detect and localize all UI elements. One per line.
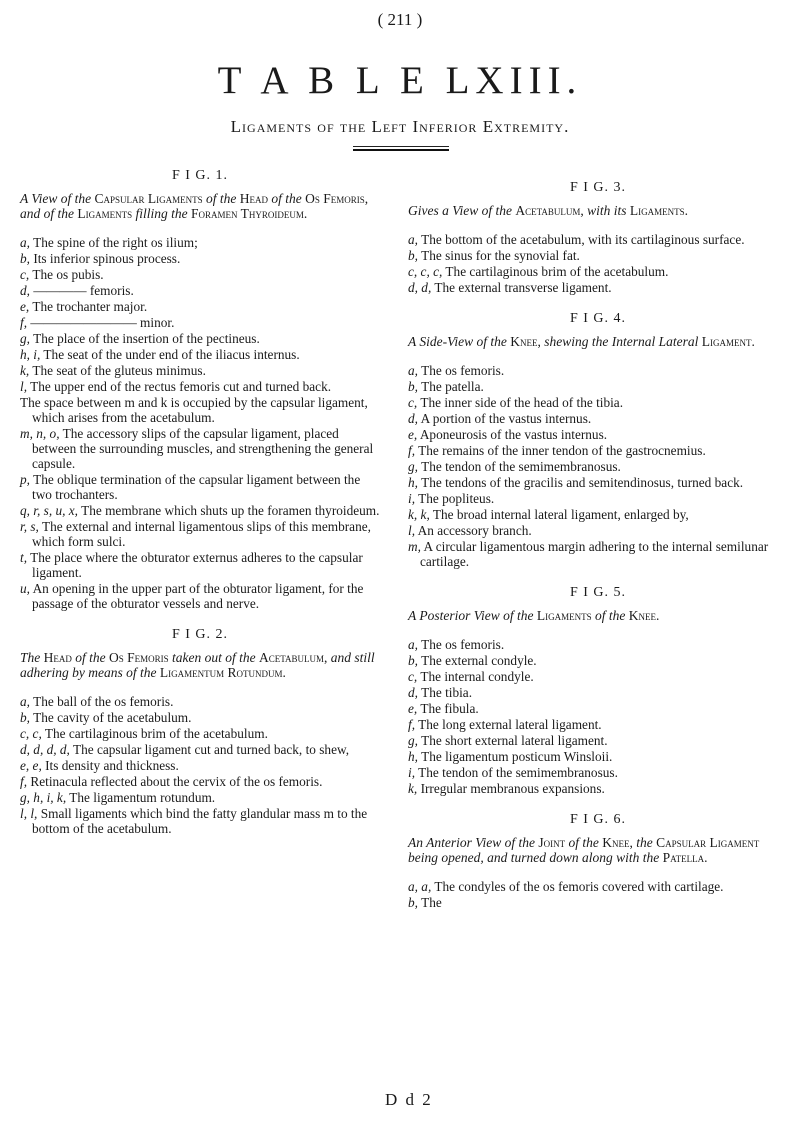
legend-mark: r, s, [20,519,39,534]
legend-mark: g, [20,331,30,346]
fig3-legend [408,232,788,295]
legend-item [408,669,788,684]
legend-mark: d, [20,283,30,298]
legend-text: The external and internal ligamentous slips of this membrane, which form sulci. [32,519,371,549]
fig1-desc-part: Foramen Thyroideum. [191,206,308,221]
legend-mark: i, [408,765,416,780]
legend-item [20,581,380,611]
legend-item [20,251,380,266]
legend-text: Its inferior spinous process. [33,251,181,266]
legend-item [408,895,788,910]
legend-text: The cartilaginous brim of the acetabulum. [44,726,268,741]
legend-item [20,363,380,378]
signature-mark: D d 2 [385,1090,433,1109]
fig4-legend [408,363,788,569]
fig4-desc-part: A Side-View of the [408,334,511,349]
legend-text: The ball of the os femoris. [33,694,174,709]
legend-item [408,395,788,410]
legend-mark: f, [408,443,416,458]
legend-item [20,426,380,471]
legend-mark: e, [20,299,30,314]
legend-mark: l, l, [20,806,38,821]
legend-mark: u, [20,581,30,596]
fig1-desc-part: and of the [20,206,78,221]
fig2-heading: F I G. 2. [171,627,229,642]
legend-text: Small ligaments which bind the fatty glandular mass m to the bottom of the acetabulum. [32,806,368,836]
legend-text: The cavity of the acetabulum. [33,710,192,725]
legend-item [408,427,788,442]
legend-item [408,363,788,378]
legend-text: The [421,895,442,910]
legend-item [408,248,788,263]
legend-mark: a, [20,694,30,709]
legend-mark: b, [20,251,30,266]
legend-mark: m, [408,539,421,554]
legend-mark: a, [408,232,418,247]
fig4-section [408,311,788,569]
legend-text: The fibula. [420,701,479,716]
legend-item [408,701,788,716]
legend-mark: l, [408,523,416,538]
legend-item [408,443,788,458]
legend-mark: t, [20,550,28,565]
fig1-desc-part: of the [268,191,306,206]
legend-mark: k, [20,363,30,378]
legend-mark: a, a, [408,879,432,894]
legend-item [408,717,788,732]
legend-text: ———— femoris. [33,283,134,298]
fig4-desc-part: Knee, [510,334,541,349]
legend-text: The long external lateral ligament. [418,717,602,732]
legend-item [20,503,380,518]
fig2-desc-part: and still adhering by means of the [20,650,375,680]
fig1-section [20,168,380,611]
legend-text: The short external lateral ligament. [421,733,608,748]
fig3-desc-part: Acetabulum, [515,203,584,218]
legend-text: An opening in the upper part of the obturator ligament, for the passage of the obturator vessels and nerve. [32,581,364,611]
fig3-description [408,203,788,218]
fig5-desc-part: of the [591,608,629,623]
legend-text: The sinus for the synovial fat. [421,248,580,263]
legend-item [20,726,380,741]
fig5-section [408,585,788,796]
fig6-desc-part: Patella. [662,850,708,865]
legend-mark: b, [408,379,418,394]
legend-text: The membrane which shuts up the foramen thyroideum. [81,503,380,518]
legend-mark: g, [408,733,418,748]
legend-item [408,733,788,748]
legend-item [20,331,380,346]
fig2-desc-part: Ligamentum Rotundum. [159,665,286,680]
fig1-desc-part: of the [202,191,240,206]
fig4-desc-part: shewing the Internal Lateral [540,334,702,349]
page-number: ( 211 ) [377,10,423,29]
fig6-desc-part: An Anterior View of the [408,835,539,850]
legend-item [20,774,380,789]
legend-text: The external condyle. [421,653,537,668]
fig6-section [408,812,788,910]
fig2-desc-part: of the [71,650,109,665]
legend-mark: f, [20,315,28,330]
fig1-heading: F I G. 1. [171,168,229,183]
fig6-desc-part: Capsular Ligament [656,835,760,850]
fig1-desc-part: Os Femoris, [305,191,369,206]
legend-text: A portion of the vastus internus. [420,411,592,426]
legend-text: Irregular membranous expansions. [420,781,605,796]
fig2-section [20,627,380,836]
legend-item [20,710,380,725]
legend-text: The os femoris. [421,363,505,378]
legend-text: The os femoris. [421,637,505,652]
divider-thin [353,146,449,147]
legend-text: The accessory slips of the capsular ligament, placed between the surrounding muscles, and strengthening the general capsule. [32,426,374,471]
fig1-desc-part: A View of the [20,191,95,206]
legend-item [408,637,788,652]
legend-item [20,806,380,836]
legend-mark: k, [408,781,418,796]
legend-item [408,475,788,490]
legend-item [408,749,788,764]
legend-mark: f, [20,774,28,789]
legend-text: An accessory branch. [417,523,532,538]
legend-text: The place where the obturator externus adheres to the capsular ligament. [30,550,363,580]
fig2-desc-part: Os Femoris [109,650,169,665]
legend-mark: g, h, i, k, [20,790,67,805]
legend-text: The external transverse ligament. [434,280,612,295]
legend-text: The oblique termination of the capsular ligament between the two trochanters. [32,472,361,502]
legend-mark: d, [408,685,418,700]
legend-text: The internal condyle. [420,669,534,684]
legend-mark: i, [408,491,416,506]
legend-mark: c, [20,267,30,282]
legend-item [20,395,380,425]
fig5-description [408,608,788,623]
legend-text: The inner side of the head of the tibia. [420,395,624,410]
legend-item [408,232,788,247]
legend-item [20,472,380,502]
legend-item [408,280,788,295]
legend-item [408,539,788,569]
legend-text: The seat of the under end of the iliacus internus. [43,347,300,362]
legend-mark: a, [20,235,30,250]
legend-item [408,411,788,426]
fig6-desc-part: being opened, and turned down along with the [408,850,663,865]
legend-text: The tendons of the gracilis and semitendinosus, turned back. [421,475,744,490]
fig2-desc-part: Acetabulum, [259,650,328,665]
legend-item [20,283,380,298]
legend-mark: a, [408,363,418,378]
legend-mark: b, [408,248,418,263]
legend-text: Retinacula reflected about the cervix of the os femoris. [30,774,323,789]
legend-item [20,550,380,580]
legend-item [20,347,380,362]
legend-item [20,519,380,549]
fig6-heading: F I G. 6. [569,812,627,827]
legend-item [408,685,788,700]
legend-text: The capsular ligament cut and turned back, to shew, [72,742,350,757]
legend-item [20,315,380,330]
legend-mark: d, d, [408,280,432,295]
legend-text: The cartilaginous brim of the acetabulum. [445,264,669,279]
legend-text: The popliteus. [418,491,495,506]
fig1-desc-part: Ligaments [77,206,133,221]
left-column [20,168,380,852]
legend-text: The ligamentum posticum Winsloii. [421,749,613,764]
legend-item [408,765,788,780]
fig5-desc-part: A Posterior View of the [408,608,537,623]
fig6-legend [408,879,788,910]
legend-text: The bottom of the acetabulum, with its cartilaginous surface. [421,232,745,247]
legend-text: Aponeurosis of the vastus internus. [419,427,608,442]
fig2-desc-part: taken out of the [168,650,260,665]
divider-thick [353,149,449,151]
legend-item [20,299,380,314]
fig4-heading: F I G. 4. [569,311,627,326]
legend-mark: l, [20,379,28,394]
legend-mark: a, [408,637,418,652]
legend-text: The place of the insertion of the pectineus. [33,331,260,346]
legend-text: The remains of the inner tendon of the gastrocnemius. [418,443,706,458]
fig2-description [20,650,380,680]
fig1-desc-part: filling the [132,206,191,221]
fig6-desc-part: of the [565,835,603,850]
fig5-heading: F I G. 5. [569,585,627,600]
legend-mark: c, [408,669,418,684]
legend-text: The spine of the right os ilium; [33,235,198,250]
legend-item [20,758,380,773]
legend-mark: d, d, d, d, [20,742,70,757]
legend-text: The space between m and k is occupied by the capsular ligament, which arises from the acetabulum. [20,395,368,425]
fig3-section [408,180,788,295]
legend-mark: k, k, [408,507,430,522]
legend-item [408,507,788,522]
legend-text: The tibia. [421,685,473,700]
legend-mark: d, [408,411,418,426]
legend-item [408,653,788,668]
legend-item [408,491,788,506]
fig5-desc-part: Ligaments [536,608,592,623]
legend-mark: g, [408,459,418,474]
legend-mark: p, [20,472,30,487]
legend-item [408,459,788,474]
legend-item [408,264,788,279]
fig4-desc-part: Ligament. [701,334,755,349]
legend-mark: b, [408,895,418,910]
legend-mark: c, c, [20,726,42,741]
legend-text: The broad internal lateral ligament, enlarged by, [432,507,689,522]
legend-mark: f, [408,717,416,732]
fig2-desc-part: The [20,650,44,665]
legend-mark: b, [20,710,30,725]
legend-mark: q, r, s, u, x, [20,503,78,518]
legend-text: The seat of the gluteus minimus. [32,363,206,378]
fig5-legend [408,637,788,796]
fig6-desc-part: Knee, [602,835,633,850]
fig3-heading: F I G. 3. [569,180,627,195]
legend-text: The tendon of the semimembranosus. [418,765,618,780]
legend-item [20,694,380,709]
legend-text: The condyles of the os femoris covered with cartilage. [434,879,724,894]
legend-text: The patella. [421,379,484,394]
fig1-desc-part: Capsular Ligaments [94,191,203,206]
legend-item [408,379,788,394]
legend-mark: h, [408,749,418,764]
fig3-desc-part: Ligaments. [629,203,689,218]
fig6-description [408,835,788,865]
right-column [408,180,788,926]
legend-mark: c, c, c, [408,264,443,279]
fig1-desc-part: Head [239,191,269,206]
legend-mark: e, [408,701,418,716]
legend-item [20,790,380,805]
legend-text: The os pubis. [32,267,104,282]
legend-item [20,235,380,250]
fig1-description [20,191,380,221]
fig3-desc-part: Gives a View of the [408,203,516,218]
legend-mark: c, [408,395,418,410]
fig4-description [408,334,788,349]
legend-item [20,267,380,282]
legend-text: The ligamentum rotundum. [69,790,216,805]
legend-mark: e, [408,427,418,442]
legend-text: The trochanter major. [32,299,148,314]
legend-text: The tendon of the semimembranosus. [421,459,621,474]
legend-item [20,379,380,394]
legend-text: Its density and thickness. [45,758,179,773]
table-title: T A B L E LXIII. [217,59,583,102]
fig1-legend [20,235,380,611]
legend-item [20,742,380,757]
fig2-legend [20,694,380,836]
fig6-desc-part: Joint [538,835,566,850]
legend-item [408,781,788,796]
legend-mark: e, e, [20,758,42,773]
fig3-desc-part: with its [583,203,630,218]
legend-mark: h, i, [20,347,41,362]
fig6-desc-part: the [632,835,657,850]
fig5-desc-part: Knee. [628,608,660,623]
legend-item [408,523,788,538]
legend-mark: h, [408,475,418,490]
legend-text: The upper end of the rectus femoris cut and turned back. [30,379,332,394]
legend-text: ———————— minor. [30,315,175,330]
legend-item [408,879,788,894]
plate-subtitle: Ligaments of the Left Inferior Extremity. [230,117,570,136]
legend-mark: b, [408,653,418,668]
legend-text: A circular ligamentous margin adhering to the internal semilunar cartilage. [420,539,769,569]
fig2-desc-part: Head [43,650,72,665]
legend-mark: m, n, o, [20,426,60,441]
